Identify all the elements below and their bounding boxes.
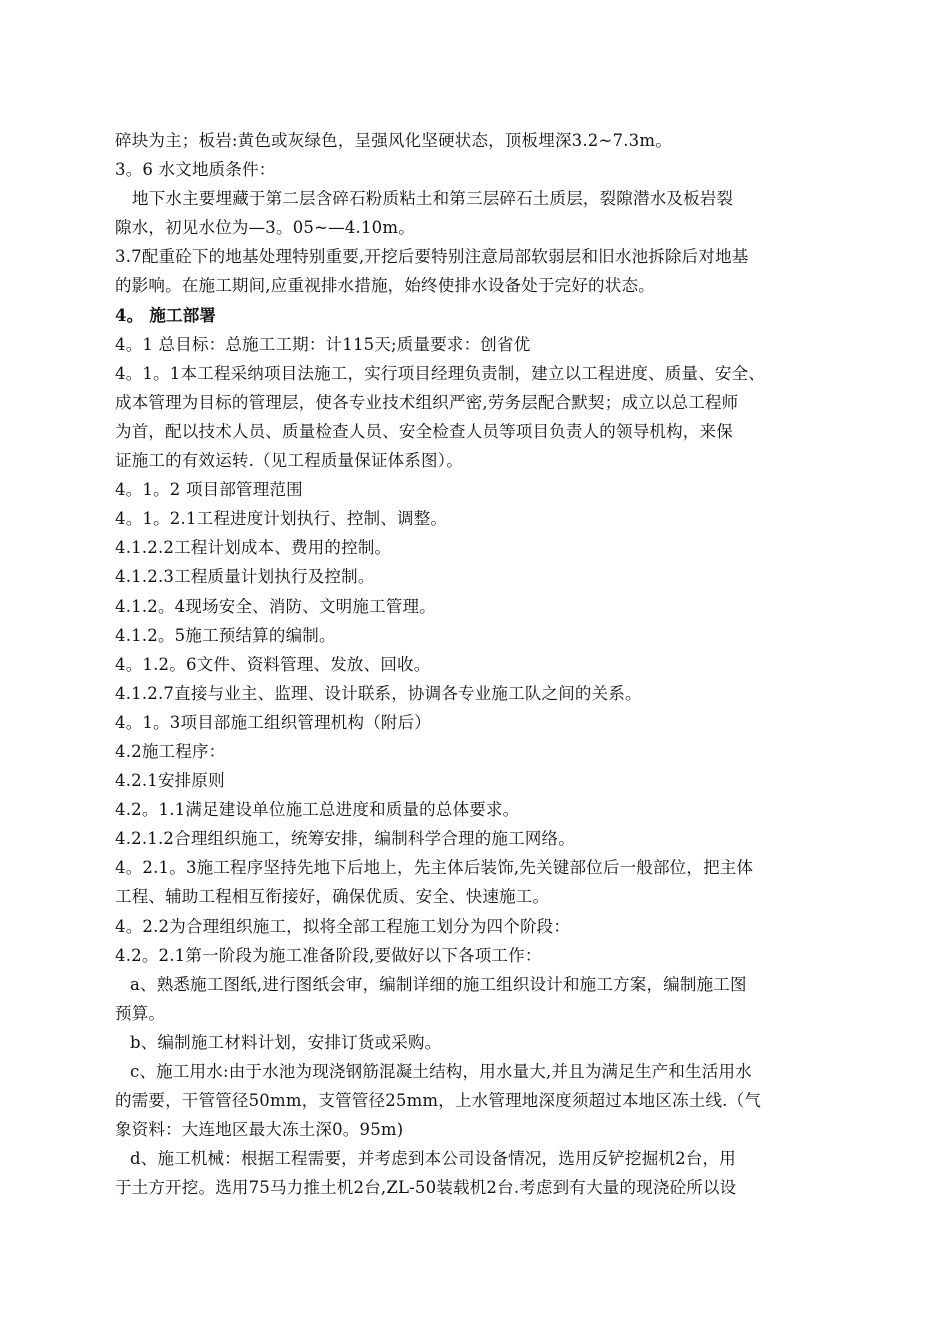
list-item-b: b、编制施工材料计划，安排订货或采购。 [130,1032,442,1052]
text-line: 4。1。2 项目部管理范围 [115,480,303,500]
list-item-d: d、施工机械：根据工程需要，并考虑到本公司设备情况，选用反铲挖掘机2台，用 [130,1149,736,1169]
text-line: 3.7配重砼下的地基处理特别重要,开挖后要特别注意局部软弱层和旧水池拆除后对地基 [115,247,749,267]
text-line: 为首，配以技术人员、质量检查人员、安全检查人员等项目负责人的领导机构，来保 [115,421,733,441]
text-line: 4.1.2.2工程计划成本、费用的控制。 [115,538,392,558]
text-line: 的影响。在施工期间,应重视排水措施，始终使排水设备处于完好的状态。 [115,276,655,296]
text-line: 4。1。3项目部施工组织管理机构（附后） [115,712,431,732]
text-line: 证施工的有效运转.（见工程质量保证体系图）。 [115,451,463,471]
text-line: 成本管理为目标的管理层，使各专业技术组织严密,劳务层配合默契；成立以总工程师 [115,392,739,412]
text-line: 4.1.2。4现场安全、消防、文明施工管理。 [115,596,436,616]
section-heading-3-6: 3。6 水文地质条件： [115,160,276,180]
document-body [115,126,840,1202]
text-line: 4.2.1.2合理组织施工，统筹安排，编制科学合理的施工网络。 [115,829,575,849]
text-line: 的需要，干管管径50mm，支管管径25mm，上水管理地深度须超过本地区冻土线.（气 [115,1091,762,1111]
text-line: 4。1。1本工程采纳项目法施工，实行项目经理负责制，建立以工程进度、质量、安全、 [115,363,765,383]
text-line: 4。2.2为合理组织施工，拟将全部工程施工划分为四个阶段： [115,916,571,936]
text-line: 4.2。1.1满足建设单位施工总进度和质量的总体要求。 [115,800,520,820]
text-line: 预算。 [115,1003,166,1023]
text-line: 象资料：大连地区最大冻土深0。95m) [115,1120,404,1140]
text-line: 4.2.1安排原则 [115,771,225,791]
list-item-a: a、熟悉施工图纸,进行图纸会审，编制详细的施工组织设计和施工方案，编制施工图 [130,974,747,994]
text-line: 4。2.1。3施工程序坚持先地下后地上，先主体后装饰,先关键部位后一般部位，把主体 [115,858,754,878]
text-line: 工程、辅助工程相互衔接好，确保优质、安全、快速施工。 [115,887,550,907]
text-line: 地下水主要埋藏于第二层含碎石粉质粘土和第三层碎石土质层，裂隙潜水及板岩裂 [132,189,734,209]
text-line: 4.1.2。5施工预结算的编制。 [115,625,336,645]
list-item-c: c、施工用水:由于水池为现浇钢筋混凝土结构，用水量大,并且为满足生产和生活用水 [130,1062,752,1081]
text-line: 4.1.2.3工程质量计划执行及控制。 [115,567,375,587]
text-line: 隙水，初见水位为—3。05~—4.10m。 [115,218,415,238]
text-line: 4.2施工程序： [115,741,226,761]
section-heading-4: 4。 施工部署 [115,305,217,325]
text-line: 4.1.2.7直接与业主、监理、设计联系，协调各专业施工队之间的关系。 [115,683,642,703]
text-line: 4.2。2.1第一阶段为施工准备阶段,要做好以下各项工作： [115,945,542,965]
text-line: 4。1。2.1工程进度计划执行、控制、调整。 [115,509,448,529]
text-line: 4。1.2。6文件、资料管理、发放、回收。 [115,654,431,674]
text-line: 于土方开挖。选用75马力推土机2台,ZL-50装载机2台.考虑到有大量的现浇砼所以设 [115,1178,737,1198]
text-line: 碎块为主；板岩:黄色或灰绿色，呈强风化坚硬状态，顶板埋深3.2~7.3m。 [115,131,672,150]
text-line: 4。1 总目标：总施工工期：计115天;质量要求：创省优 [115,334,531,354]
